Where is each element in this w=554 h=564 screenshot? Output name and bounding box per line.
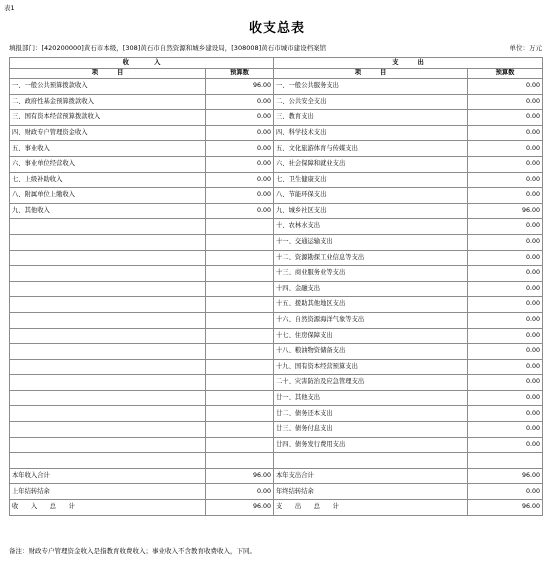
budget-summary-table: [9, 57, 543, 516]
expense-item-cell: 十五、援助其他地区支出: [274, 297, 468, 313]
table-row: [10, 125, 543, 141]
expense-budget-cell: 0.00: [468, 94, 543, 110]
expense-budget-cell: 0.00: [468, 172, 543, 188]
expense-item-cell: 十九、国有资本经营预算支出: [274, 359, 468, 375]
income-budget-cell: 0.00: [206, 156, 274, 172]
table-row: [10, 79, 543, 95]
income-item-cell: 二、政府性基金预算拨款收入: [10, 94, 206, 110]
income-item-cell: 上年结转结余: [10, 484, 206, 500]
income-budget-cell: 0.00: [206, 188, 274, 204]
expense-item-cell: 八、节能环保支出: [274, 188, 468, 204]
reporting-department: 填报部门：[420200000]黄石市本级，[308]黄石市自然资源和城乡建设局，[308008]黄石市城市建设档案馆: [9, 44, 327, 52]
expense-item-cell: 二十、灾害防治及应急管理支出: [274, 375, 468, 391]
table-row: [10, 281, 543, 297]
table-row: [10, 172, 543, 188]
expense-item-cell: 十一、交通运输支出: [274, 234, 468, 250]
expense-item-cell: 一、一般公共服务支出: [274, 79, 468, 95]
expense-item-cell: 年终结转结余: [274, 484, 468, 500]
expense-budget-cell: 0.00: [468, 110, 543, 126]
table-row: [10, 406, 543, 422]
expense-budget-cell: 0.00: [468, 125, 543, 141]
table-row: [10, 156, 543, 172]
expense-item-cell: [274, 453, 468, 469]
table-row: [10, 312, 543, 328]
expense-item-cell: 十七、住房保障支出: [274, 328, 468, 344]
expense-item-cell: 五、文化旅游体育与传媒支出: [274, 141, 468, 157]
income-item-cell: [10, 422, 206, 438]
table-row: [10, 110, 543, 126]
table-row: [10, 328, 543, 344]
expense-item-cell: 六、社会保障和就业支出: [274, 156, 468, 172]
table-row: [10, 484, 543, 500]
expense-budget-cell: [468, 453, 543, 469]
income-item-cell: 本年收入合计: [10, 468, 206, 484]
expense-budget-cell: 0.00: [468, 344, 543, 360]
expense-item-cell: 三、教育支出: [274, 110, 468, 126]
table-row: [10, 297, 543, 313]
income-item-cell: [10, 359, 206, 375]
income-budget-cell: [206, 297, 274, 313]
section-header-row: [10, 58, 543, 69]
income-budget-cell: [206, 312, 274, 328]
expense-budget-cell: 0.00: [468, 312, 543, 328]
income-budget-cell: 0.00: [206, 172, 274, 188]
income-budget-cell: 0.00: [206, 110, 274, 126]
income-budget-cell: [206, 437, 274, 453]
income-item-cell: [10, 219, 206, 235]
table-row: [10, 453, 543, 469]
table-row: [10, 203, 543, 219]
table-number-label: 表1: [4, 4, 15, 12]
income-budget-cell: [206, 266, 274, 282]
expense-item-cell: 十、农林水支出: [274, 219, 468, 235]
expense-item-cell: 廿四、债务发行费用支出: [274, 437, 468, 453]
income-budget-cell: [206, 453, 274, 469]
income-budget-cell: [206, 250, 274, 266]
income-item-cell: 收 入 总 计: [10, 500, 206, 516]
income-budget-cell: [206, 328, 274, 344]
expense-item-cell: 廿三、债务付息支出: [274, 422, 468, 438]
table-row: [10, 266, 543, 282]
table-row: [10, 234, 543, 250]
expense-item-cell: 十六、自然资源海洋气象等支出: [274, 312, 468, 328]
income-budget-cell: [206, 375, 274, 391]
expense-budget-cell: 0.00: [468, 375, 543, 391]
table-row: [10, 219, 543, 235]
expense-item-cell: 十八、粮油物资储备支出: [274, 344, 468, 360]
table-row: [10, 141, 543, 157]
income-item-cell: [10, 312, 206, 328]
page-title: 收支总表: [248, 21, 305, 36]
income-budget-cell: [206, 422, 274, 438]
income-item-cell: [10, 234, 206, 250]
income-item-header: 项 目: [10, 68, 206, 79]
table-row: [10, 188, 543, 204]
income-budget-cell: [206, 344, 274, 360]
expense-budget-cell: 0.00: [468, 141, 543, 157]
income-budget-cell: 96.00: [206, 500, 274, 516]
income-budget-cell: 0.00: [206, 203, 274, 219]
expense-budget-cell: 0.00: [468, 234, 543, 250]
table-row: [10, 250, 543, 266]
expense-item-cell: 十二、资源勘探工业信息等支出: [274, 250, 468, 266]
department-line: [9, 43, 542, 52]
income-item-cell: [10, 328, 206, 344]
income-budget-cell: [206, 359, 274, 375]
income-item-cell: [10, 281, 206, 297]
expense-item-cell: 廿二、债务还本支出: [274, 406, 468, 422]
expense-item-cell: 七、卫生健康支出: [274, 172, 468, 188]
expense-budget-cell: 0.00: [468, 422, 543, 438]
income-item-cell: 七、上级补助收入: [10, 172, 206, 188]
table-row: [10, 422, 543, 438]
table-row: [10, 375, 543, 391]
income-item-cell: [10, 266, 206, 282]
expense-budget-cell: 0.00: [468, 219, 543, 235]
income-budget-cell: 96.00: [206, 79, 274, 95]
expense-budget-cell: 0.00: [468, 437, 543, 453]
income-item-cell: [10, 250, 206, 266]
expense-budget-cell: 0.00: [468, 390, 543, 406]
expense-item-cell: 四、科学技术支出: [274, 125, 468, 141]
expense-item-cell: 支 出 总 计: [274, 500, 468, 516]
expense-budget-cell: 0.00: [468, 328, 543, 344]
income-budget-cell: 96.00: [206, 468, 274, 484]
expense-item-cell: 本年支出合计: [274, 468, 468, 484]
income-budget-cell: 0.00: [206, 94, 274, 110]
table-row: [10, 500, 543, 516]
income-budget-cell: [206, 219, 274, 235]
income-item-cell: 一、一般公共预算拨款收入: [10, 79, 206, 95]
income-budget-header: 预算数: [206, 68, 274, 79]
table-row: [10, 468, 543, 484]
income-item-cell: [10, 375, 206, 391]
income-budget-cell: [206, 234, 274, 250]
expense-budget-cell: 96.00: [468, 500, 543, 516]
expense-item-header: 项 目: [274, 68, 468, 79]
expense-budget-cell: 0.00: [468, 297, 543, 313]
expense-budget-cell: 0.00: [468, 406, 543, 422]
table-row: [10, 344, 543, 360]
expense-budget-cell: 0.00: [468, 250, 543, 266]
income-budget-cell: 0.00: [206, 484, 274, 500]
income-item-cell: 六、事业单位经营收入: [10, 156, 206, 172]
table-row: [10, 437, 543, 453]
income-item-cell: [10, 297, 206, 313]
income-item-cell: [10, 437, 206, 453]
income-item-cell: [10, 406, 206, 422]
expense-item-cell: 二、公共安全支出: [274, 94, 468, 110]
income-budget-cell: 0.00: [206, 125, 274, 141]
income-budget-cell: 0.00: [206, 141, 274, 157]
table-row: [10, 390, 543, 406]
expense-budget-cell: 0.00: [468, 484, 543, 500]
income-item-cell: 三、国有资本经营预算拨款收入: [10, 110, 206, 126]
expense-budget-cell: 0.00: [468, 188, 543, 204]
expense-budget-cell: 96.00: [468, 203, 543, 219]
income-item-cell: [10, 390, 206, 406]
income-item-cell: [10, 453, 206, 469]
income-item-cell: 五、事业收入: [10, 141, 206, 157]
expense-budget-cell: 0.00: [468, 266, 543, 282]
income-item-cell: [10, 344, 206, 360]
expense-budget-cell: 96.00: [468, 468, 543, 484]
expense-budget-cell: 0.00: [468, 79, 543, 95]
expense-budget-header: 预算数: [468, 68, 543, 79]
expense-item-cell: 廿一、其他支出: [274, 390, 468, 406]
table-row: [10, 359, 543, 375]
income-budget-cell: [206, 281, 274, 297]
footnote: 备注：财政专户管理资金收入是指教育收费收入；事业收入不含教育收费收入，下同。: [9, 547, 256, 555]
table-row: [10, 94, 543, 110]
income-item-cell: 九、其他收入: [10, 203, 206, 219]
expense-budget-cell: 0.00: [468, 281, 543, 297]
expense-section-header: 支 出: [274, 58, 543, 69]
income-budget-cell: [206, 406, 274, 422]
income-section-header: 收 入: [10, 58, 274, 69]
unit-label: 单位：万元: [509, 44, 542, 52]
expense-item-cell: 九、城乡社区支出: [274, 203, 468, 219]
column-header-row: [10, 68, 543, 79]
expense-item-cell: 十三、商业服务业等支出: [274, 266, 468, 282]
income-item-cell: 四、财政专户管理资金收入: [10, 125, 206, 141]
expense-item-cell: 十四、金融支出: [274, 281, 468, 297]
income-budget-cell: [206, 390, 274, 406]
income-item-cell: 八、附属单位上缴收入: [10, 188, 206, 204]
expense-budget-cell: 0.00: [468, 156, 543, 172]
expense-budget-cell: 0.00: [468, 359, 543, 375]
